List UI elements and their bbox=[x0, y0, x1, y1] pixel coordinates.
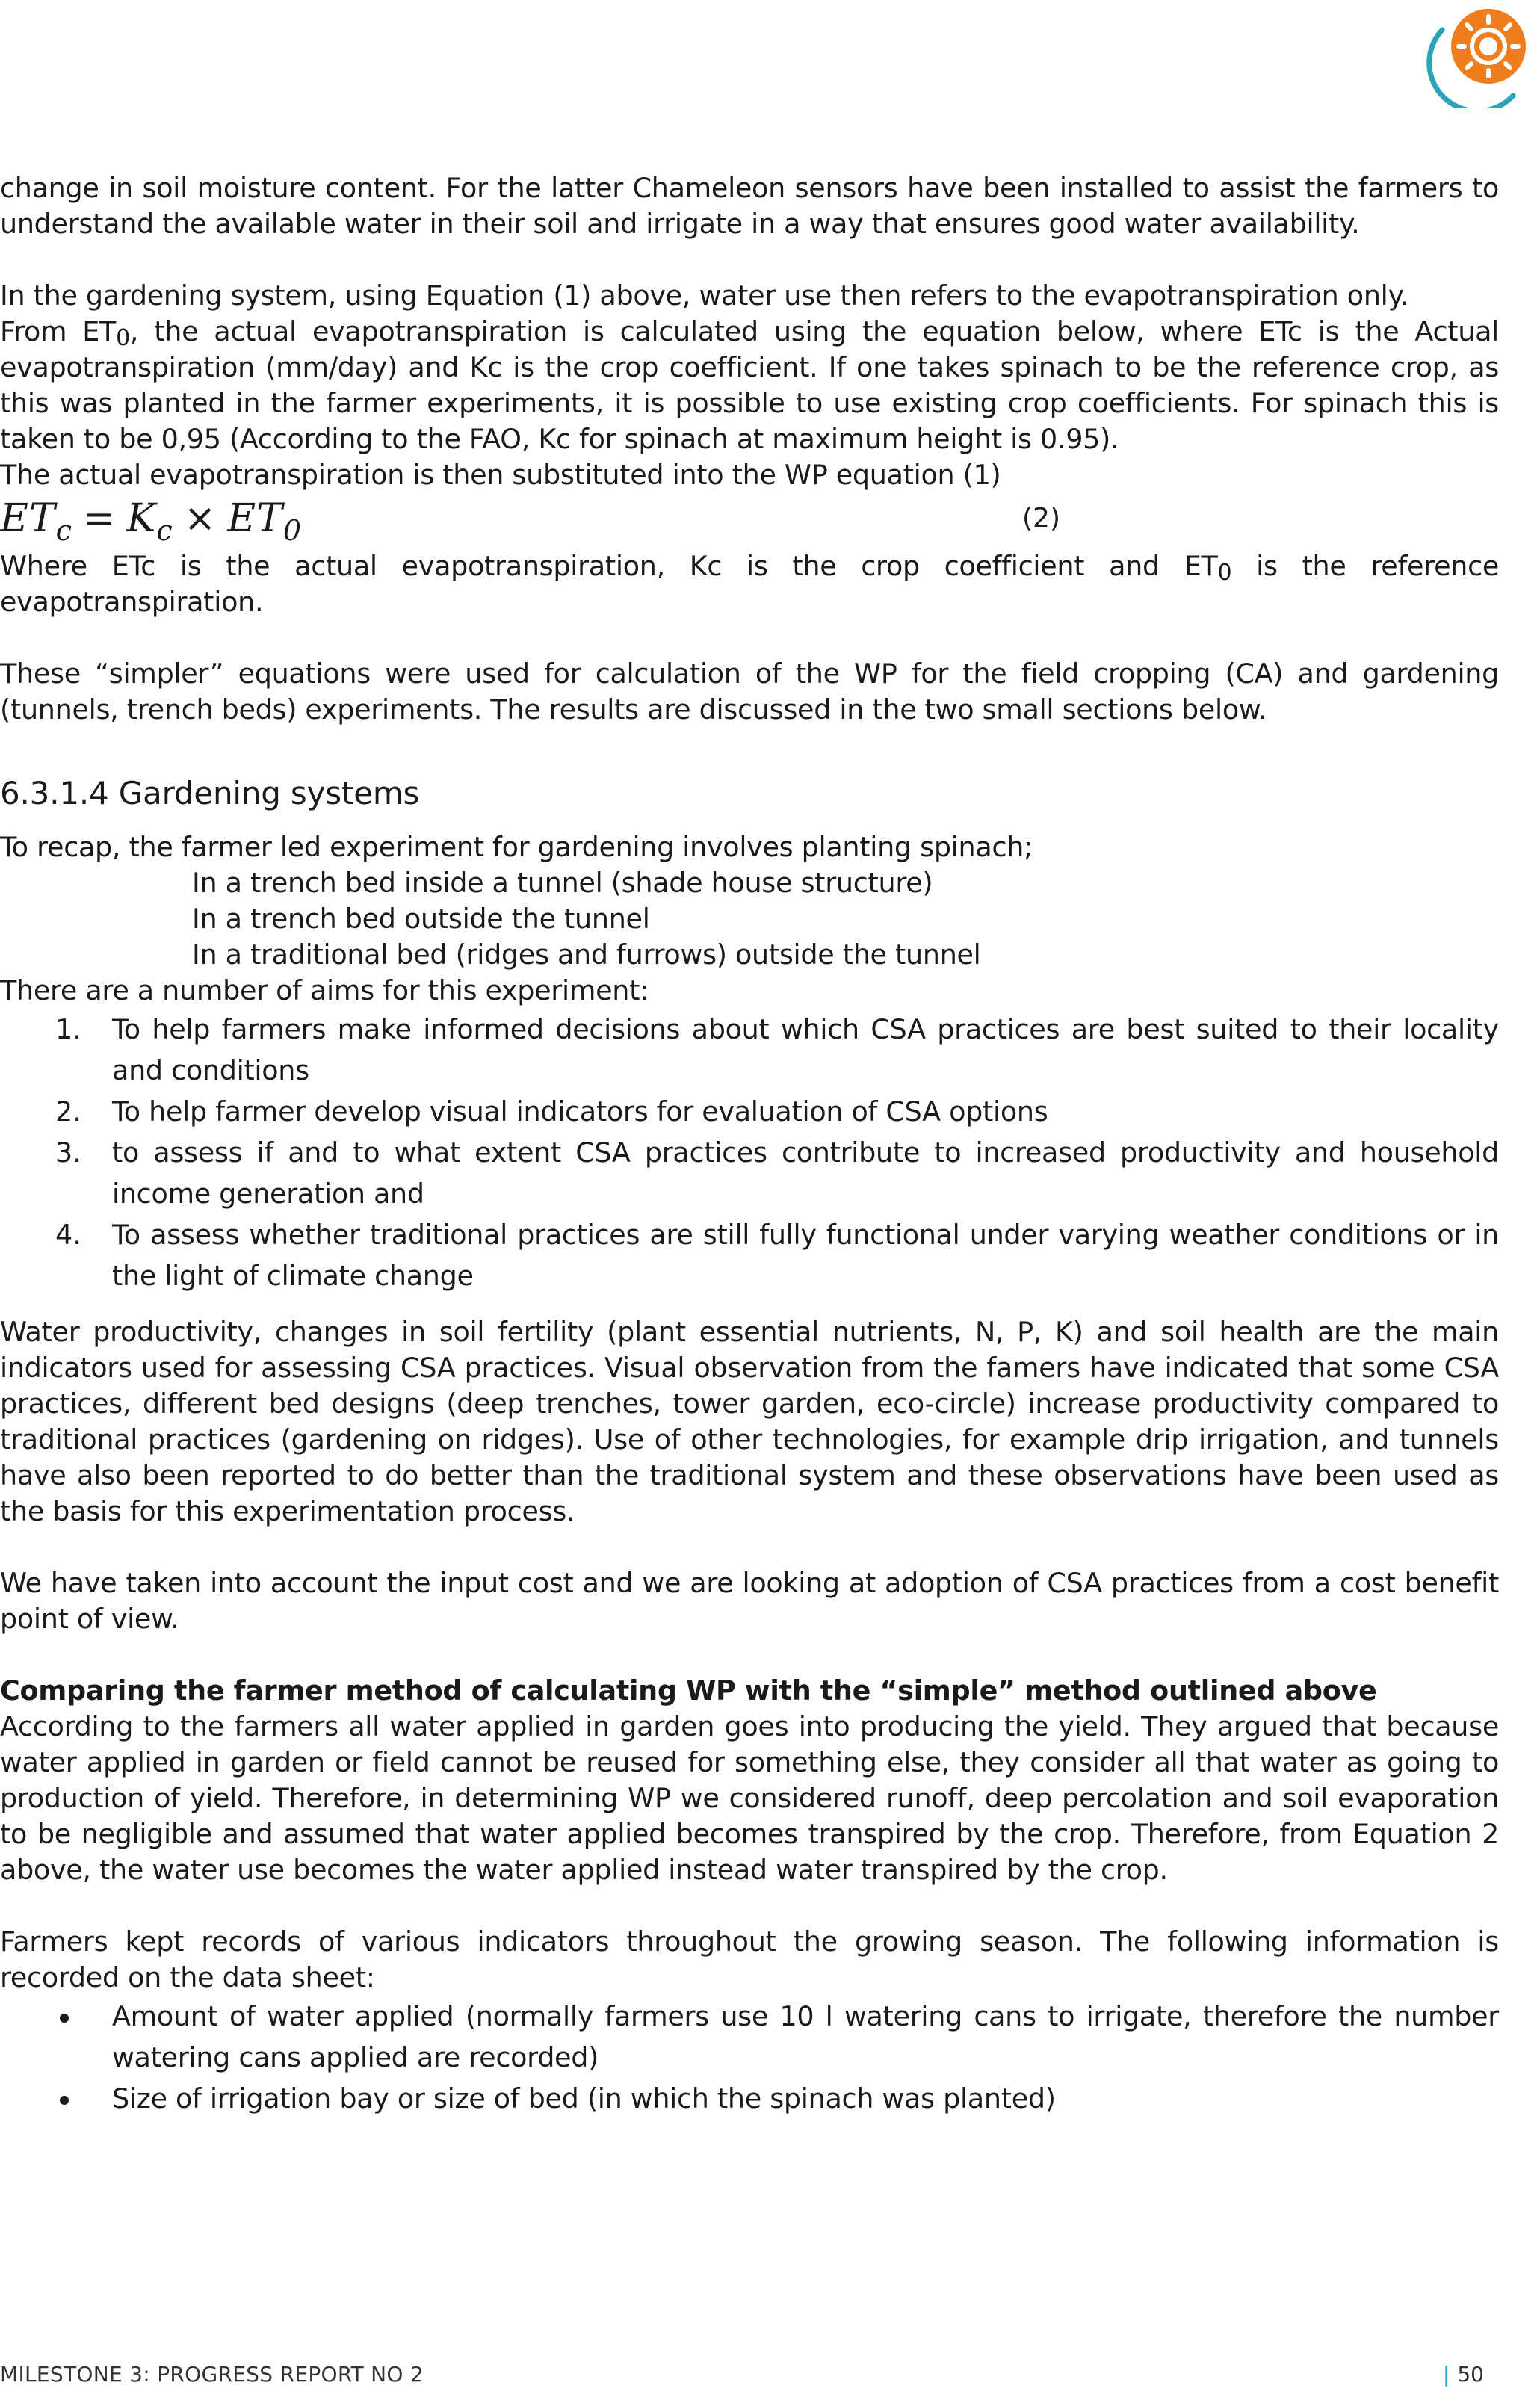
paragraph-gardening-system bbox=[0, 278, 1499, 457]
list-item bbox=[0, 1996, 1499, 2078]
list-item bbox=[0, 1009, 1499, 1091]
equation-equals: = bbox=[82, 496, 117, 541]
list-item bbox=[0, 1214, 1499, 1296]
paragraph-soil-moisture: change in soil moisture content. For the latter Chameleon sensors have been installed to assist the farmers to understand the available water in their soil and irrigate in a way that ensures good water availability. bbox=[0, 172, 1499, 240]
recap-item: In a trench bed inside a tunnel (shade house structure) bbox=[192, 867, 933, 899]
list-item bbox=[0, 1091, 1499, 1132]
where-text-b: is the reference evapotranspiration. bbox=[0, 550, 1499, 618]
footer-page-number bbox=[1443, 2361, 1484, 2388]
equation-2 bbox=[0, 489, 1499, 548]
paragraph-substitution: The actual evapotranspiration is then substituted into the WP equation (1) bbox=[0, 459, 1001, 491]
list-item-text: To help farmers make informed decisions about which CSA practices are best suited to their locality and conditions bbox=[112, 1013, 1499, 1086]
list-number: 3. bbox=[55, 1136, 81, 1169]
list-item-text: to assess if and to what extent CSA practices contribute to increased productivity and household income generation and bbox=[112, 1136, 1499, 1210]
list-item-text: To help farmer develop visual indicators for evaluation of CSA options bbox=[112, 1095, 1048, 1128]
from-et-text: From ET bbox=[0, 315, 117, 347]
equation-lhs: ET bbox=[0, 496, 56, 541]
page-body bbox=[0, 170, 1499, 2119]
section-heading: 6.3.1.4 Gardening systems bbox=[0, 775, 420, 811]
page-footer bbox=[0, 2361, 1499, 2388]
list-item bbox=[0, 1132, 1499, 1214]
aims-intro: There are a number of aims for this experiment: bbox=[0, 974, 649, 1006]
equation-rhs-sub: 0 bbox=[282, 514, 303, 547]
paragraph-farmer-method: According to the farmers all water applied in garden goes into producing the yield. They argued that because water applied in garden or field cannot be reused for something else, they consider all that water as going to production of yield. Therefore, in determining WP we considered runoff, deep percolation and soil evaporation to be negligible and assumed that water applied becomes transpired by the crop. Therefore, from Equation 2 above, the water use becomes the water applied instead water transpired by the crop. bbox=[0, 1710, 1499, 1886]
recap-item: In a trench bed outside the tunnel bbox=[192, 903, 650, 935]
where-text-a: Where ETc is the actual evapotranspiration, Kc is the crop coefficient and ET bbox=[0, 550, 1218, 582]
records-list bbox=[0, 1996, 1499, 2119]
equation-lhs-sub: c bbox=[55, 514, 72, 547]
bullet-icon bbox=[60, 2014, 69, 2023]
equation-k-sub: c bbox=[156, 514, 173, 547]
paragraph-where bbox=[0, 548, 1499, 620]
equation-times: × bbox=[183, 496, 217, 541]
gardening-rest-text: , the actual evapotranspiration is calculated using the equation below, where ETc is the Actual evapotranspiration (mm/day) and Kc is the crop coefficient. If one takes spinach to be the reference crop, as this was planted in the farmer experiments, it is possible to use existing crop coefficients. For spinach this is taken to be 0,95 (According to the FAO, Kc for spinach at maximum height is 0.95). bbox=[0, 315, 1499, 455]
paragraph-recap: To recap, the farmer led experiment for gardening involves planting spinach; bbox=[0, 831, 1033, 863]
list-item-text: Size of irrigation bay or size of bed (in which the spinach was planted) bbox=[112, 2082, 1056, 2115]
page-number: 50 bbox=[1457, 2362, 1484, 2387]
list-item-text: Amount of water applied (normally farmers use 10 l watering cans to irrigate, therefore the number watering cans applied are recorded) bbox=[112, 2000, 1499, 2073]
sun-logo-icon bbox=[1420, 0, 1539, 108]
paragraph-records: Farmers kept records of various indicators throughout the growing season. The following information is recorded on the data sheet: bbox=[0, 1926, 1499, 1994]
footer-report-title: MILESTONE 3: PROGRESS REPORT NO 2 bbox=[0, 2362, 424, 2387]
recap-item: In a traditional bed (ridges and furrows) outside the tunnel bbox=[192, 938, 981, 971]
paragraph-simpler-equations: These “simpler” equations were used for calculation of the WP for the field cropping (CA) and gardening (tunnels, trench beds) experiments. The results are discussed in the two small sections below. bbox=[0, 658, 1499, 726]
list-number: 2. bbox=[55, 1095, 81, 1128]
equation-k: K bbox=[126, 496, 157, 541]
paragraph-water-productivity: Water productivity, changes in soil fertility (plant essential nutrients, N, P, K) and soil health are the main indicators used for assessing CSA practices. Visual observation from the famers have indicated that some CSA practices, different bed designs (deep trenches, tower garden, eco-circle) increase productivity compared to traditional practices (gardening on ridges). Use of other technologies, for example drip irrigation, and tunnels have also been reported to do better than the traditional system and these observations have been used as the basis for this experimentation process. bbox=[0, 1316, 1499, 1527]
equation-number: (2) bbox=[1022, 503, 1060, 533]
comparison-heading: Comparing the farmer method of calculating WP with the “simple” method outlined above bbox=[0, 1674, 1377, 1707]
list-number: 1. bbox=[55, 1013, 81, 1045]
footer-divider: | bbox=[1442, 2362, 1450, 2387]
list-number: 4. bbox=[55, 1219, 81, 1251]
equation-formula bbox=[0, 489, 302, 548]
et-subscript: 0 bbox=[116, 325, 130, 351]
list-item-text: To assess whether traditional practices are still fully functional under varying weather conditions or in the light of climate change bbox=[112, 1219, 1499, 1292]
list-item bbox=[0, 2078, 1499, 2119]
aims-list bbox=[0, 1009, 1499, 1296]
bullet-icon bbox=[60, 2096, 69, 2105]
paragraph-input-cost: We have taken into account the input cost and we are looking at adoption of CSA practices from a cost benefit point of view. bbox=[0, 1567, 1499, 1635]
gardening-line-1: In the gardening system, using Equation (1) above, water use then refers to the evapotranspiration only. bbox=[0, 279, 1408, 312]
equation-rhs: ET bbox=[227, 496, 283, 541]
where-subscript: 0 bbox=[1217, 560, 1232, 586]
